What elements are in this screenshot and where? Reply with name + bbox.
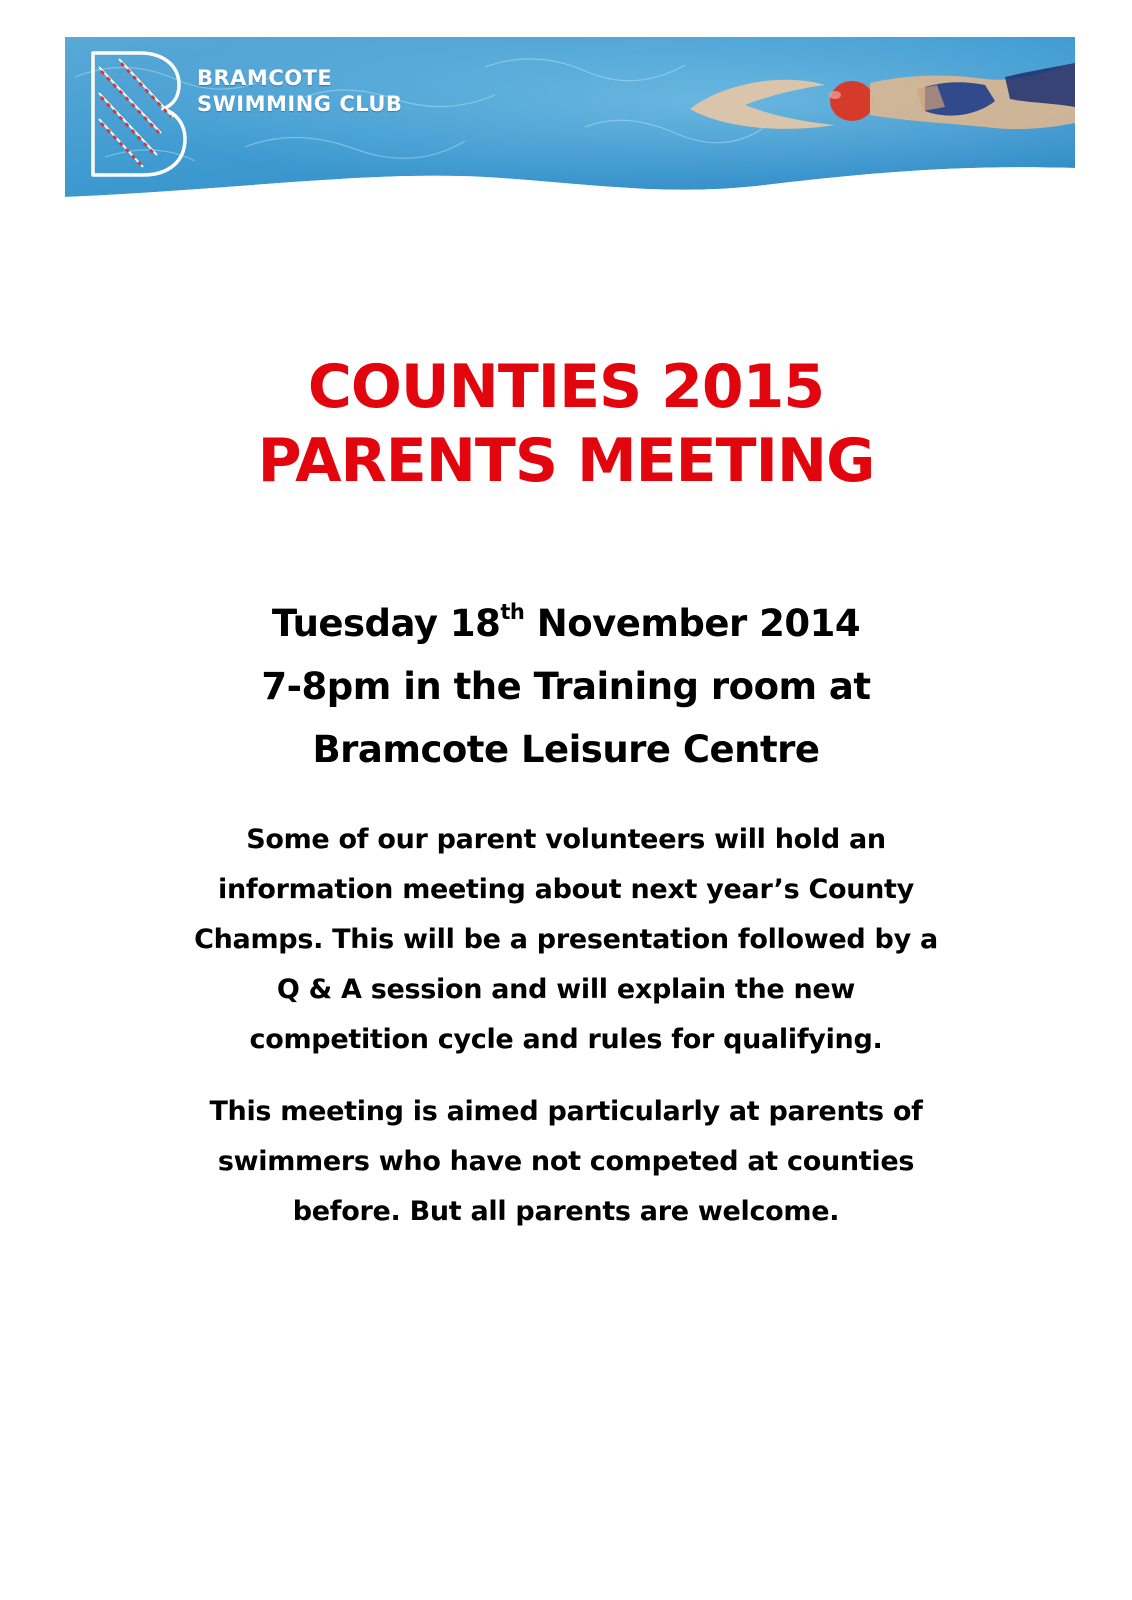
event-details xyxy=(0,592,1132,781)
event-time-location: 7-8pm in the Training room at xyxy=(261,665,871,708)
paragraph-line: This meeting is aimed particularly at parents of xyxy=(209,1096,923,1127)
event-date-ordinal: th xyxy=(500,600,525,624)
description-paragraph-1 xyxy=(0,815,1132,1065)
paragraph-line: Some of our parent volunteers will hold an xyxy=(246,824,886,855)
header-banner xyxy=(65,37,1075,199)
paragraph-line: Champs. This will be a presentation followed by a xyxy=(194,924,938,955)
paragraph-line: before. But all parents are welcome. xyxy=(292,1196,840,1227)
event-date-month-year: November 2014 xyxy=(524,602,861,645)
event-venue: Bramcote Leisure Centre xyxy=(312,728,820,771)
paragraph-line: swimmers who have not competed at counties xyxy=(217,1146,915,1177)
club-name-line2: SWIMMING CLUB xyxy=(197,92,403,116)
event-date-day: Tuesday 18 xyxy=(271,602,501,645)
headline-line2: PARENTS MEETING xyxy=(257,426,875,496)
paragraph-line: competition cycle and rules for qualifying. xyxy=(249,1024,883,1055)
headline-line1: COUNTIES 2015 xyxy=(307,352,825,422)
paragraph-line: Q & A session and will explain the new xyxy=(276,974,856,1005)
club-name xyxy=(197,65,402,117)
club-name-line1: BRAMCOTE xyxy=(197,66,333,90)
headline xyxy=(0,350,1132,498)
description-paragraph-2 xyxy=(0,1087,1132,1237)
paragraph-line: information meeting about next year’s County xyxy=(218,874,914,905)
pool-banner-graphic xyxy=(65,37,1075,199)
event-date xyxy=(0,592,1132,655)
